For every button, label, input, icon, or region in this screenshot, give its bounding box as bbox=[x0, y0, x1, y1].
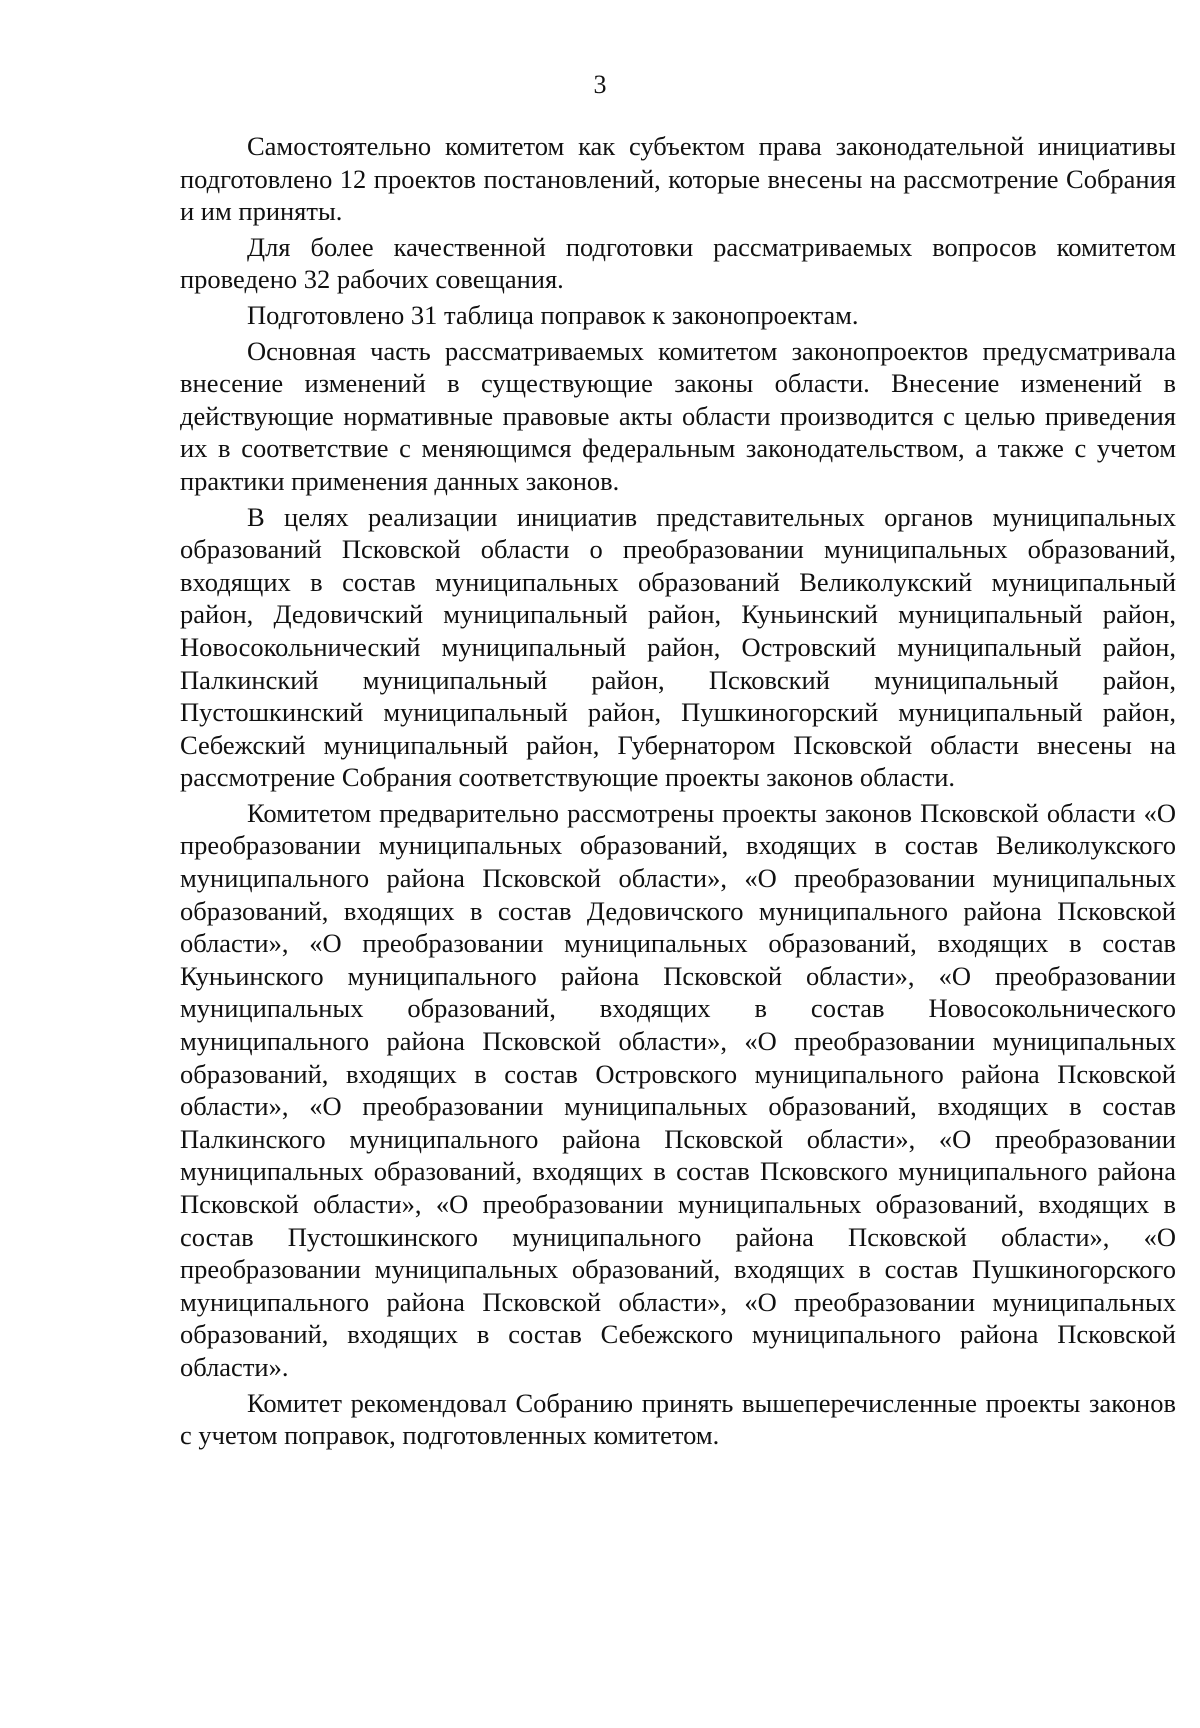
paragraph-bills-reviewed: Комитетом предварительно рассмотрены проекты законов Псковской области «О преобразовании муниципальных образований, входящих в состав Великолукского муниципального района Псковской области», «О преобразовании муниципальных образований, входящих в состав Дедовичского муниципального района Псковской области», «О преобразовании муниципальных образований, входящих в состав Куньинского муниципального района Псковской области», «О преобразовании муниципальных образований, входящих в состав Новосокольнического муниципального района Псковской области», «О преобразовании муниципальных образований, входящих в состав Островского муниципального района Псковской области», «О преобразовании муниципальных образований, входящих в состав Палкинского муниципального района Псковской области», «О преобразовании муниципальных образований, входящих в состав Псковского муниципального района Псковской области», «О преобразовании муниципальных образований, входящих в состав Пустошкинского муниципального района Псковской области», «О преобразовании муниципальных образований, входящих в состав Пушкиногорского муниципального района Псковской области», «О преобразовании муниципальных образований, входящих в состав Себежского муниципального района Псковской области». bbox=[180, 797, 1176, 1382]
paragraph-amendment-tables: Подготовлено 31 таблица поправок к законопроектам. bbox=[247, 299, 859, 330]
document-body bbox=[180, 130, 1176, 1452]
paragraph-working-meetings: Для более качественной подготовки рассматриваемых вопросов комитетом проведено 32 рабочих совещания. bbox=[180, 231, 1176, 295]
paragraph-recommendation: Комитет рекомендовал Собранию принять вышеперечисленные проекты законов с учетом поправок, подготовленных комитетом. bbox=[180, 1387, 1176, 1451]
paragraph-municipal-initiatives: В целях реализации инициатив представительных органов муниципальных образований Псковской области о преобразовании муниципальных образований, входящих в состав муниципальных образований Великолукский муниципальный район, Дедовичский муниципальный район, Куньинский муниципальный район, Новосокольнический муниципальный район, Островский муниципальный район, Палкинский муниципальный район, Псковский муниципальный район, Пустошкинский муниципальный район, Пушкиногорский муниципальный район, Себежский муниципальный район, Губернатором Псковской области внесены на рассмотрение Собрания соответствующие проекты законов области. bbox=[180, 501, 1176, 793]
paragraph-own-initiative: Самостоятельно комитетом как субъектом права законодательной инициативы подготовлено 12 проектов постановлений, которые внесены на рассмотрение Собрания и им приняты. bbox=[180, 131, 1176, 227]
paragraph-main-bills: Основная часть рассматриваемых комитетом законопроектов предусматривала внесение изменений в существующие законы области. Внесение изменений в действующие нормативные правовые акты области производится с целью приведения их в соответствие с меняющимся федеральным законодательством, а также с учетом практики применения данных законов. bbox=[180, 335, 1176, 496]
page-number: 3 bbox=[593, 70, 607, 99]
